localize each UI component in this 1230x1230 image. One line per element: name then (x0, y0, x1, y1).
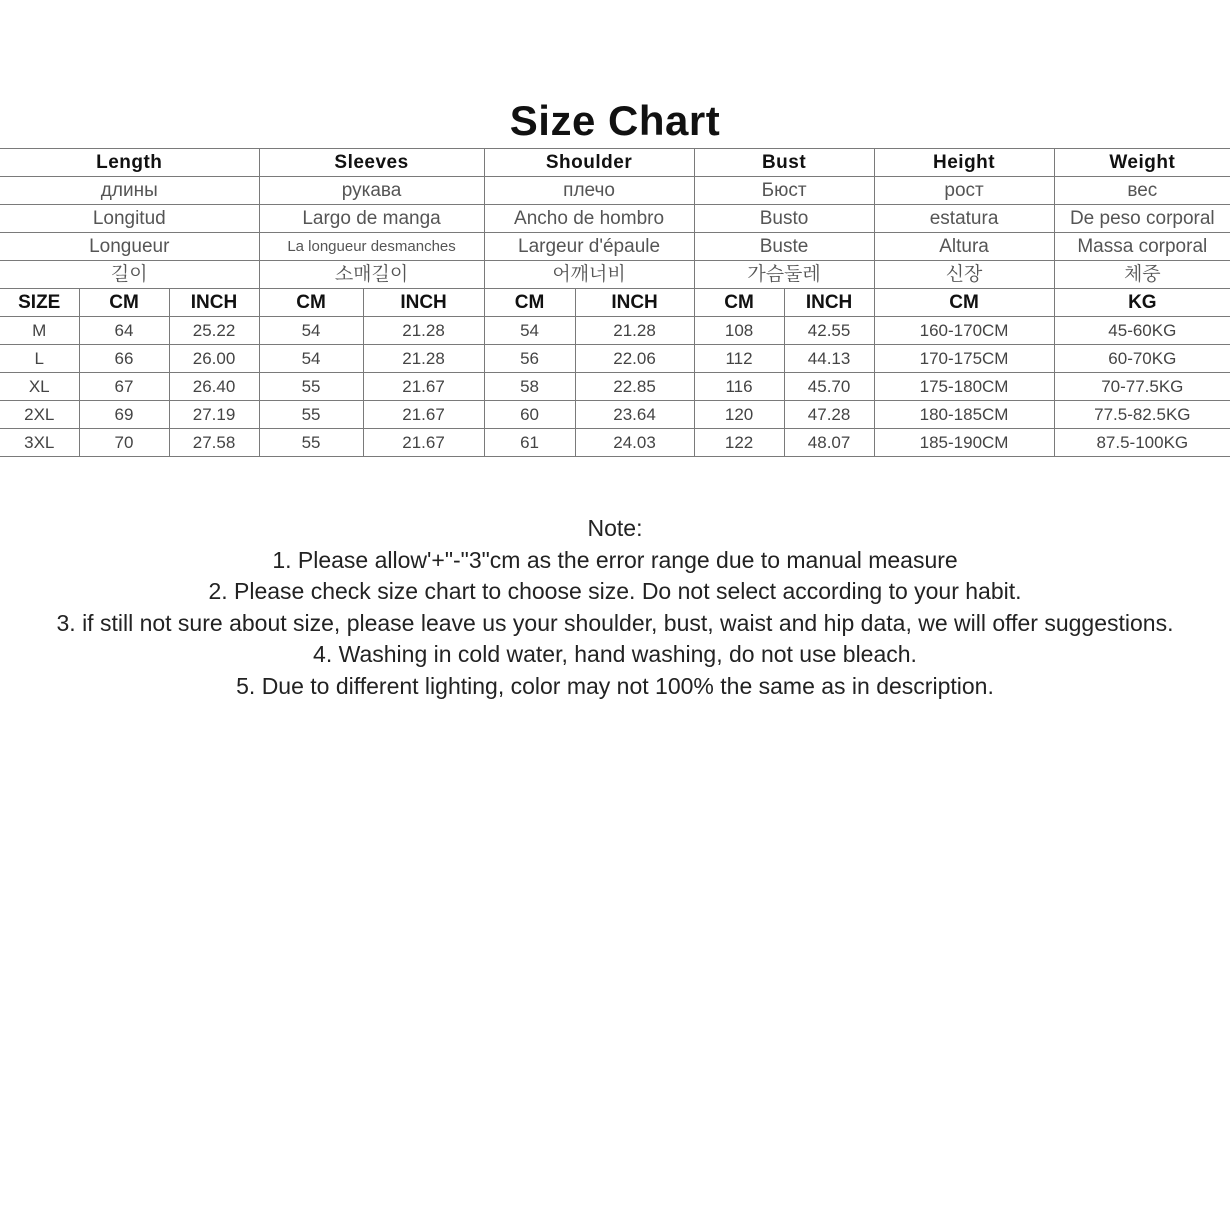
table-cell: 21.67 (363, 373, 484, 401)
units-row (0, 289, 1230, 317)
table-row (0, 401, 1230, 429)
table-cell: 77.5-82.5KG (1054, 401, 1230, 429)
table-cell: 26.40 (169, 373, 259, 401)
unit-size: SIZE (0, 289, 79, 317)
header-height-ko: 신장 (874, 261, 1054, 289)
table-cell: 66 (79, 345, 169, 373)
table-cell: 3XL (0, 429, 79, 457)
header-weight-ko: 체중 (1054, 261, 1230, 289)
size-chart-table (0, 148, 1230, 457)
unit-sleeves-inch: INCH (363, 289, 484, 317)
table-cell: L (0, 345, 79, 373)
table-cell: 45.70 (784, 373, 874, 401)
header-shoulder-es: Ancho de hombro (484, 205, 694, 233)
notes-section (0, 513, 1230, 702)
table-cell: 60 (484, 401, 575, 429)
table-cell: 26.00 (169, 345, 259, 373)
unit-shoulder-cm: CM (484, 289, 575, 317)
table-cell: 2XL (0, 401, 79, 429)
table-cell: 44.13 (784, 345, 874, 373)
header-length-es: Longitud (0, 205, 259, 233)
table-cell: 180-185CM (874, 401, 1054, 429)
table-cell: 42.55 (784, 317, 874, 345)
table-cell: 21.28 (363, 317, 484, 345)
table-row (0, 373, 1230, 401)
table-cell: XL (0, 373, 79, 401)
table-cell: 27.58 (169, 429, 259, 457)
unit-length-inch: INCH (169, 289, 259, 317)
unit-length-cm: CM (79, 289, 169, 317)
table-cell: 61 (484, 429, 575, 457)
header-weight: Weight (1054, 149, 1230, 177)
note-item: 3. if still not sure about size, please leave us your shoulder, bust, waist and hip data, we will offer suggestions. (56, 609, 1174, 636)
table-cell: 60-70KG (1054, 345, 1230, 373)
page-title: Size Chart (509, 97, 721, 144)
header-shoulder-ru: плечо (484, 177, 694, 205)
header-sleeves-ru: рукава (259, 177, 484, 205)
table-cell: 21.28 (575, 317, 694, 345)
header-sleeves-es: Largo de manga (259, 205, 484, 233)
unit-bust-inch: INCH (784, 289, 874, 317)
header-weight-ru: вес (1054, 177, 1230, 205)
table-cell: 22.85 (575, 373, 694, 401)
table-cell: 48.07 (784, 429, 874, 457)
table-cell: 70 (79, 429, 169, 457)
table-cell: 87.5-100KG (1054, 429, 1230, 457)
note-item: 2. Please check size chart to choose size. Do not select according to your habit. (208, 578, 1022, 604)
table-cell: 160-170CM (874, 317, 1054, 345)
header-height: Height (874, 149, 1054, 177)
table-cell: 45-60KG (1054, 317, 1230, 345)
header-bust-ru: Бюст (694, 177, 874, 205)
table-cell: 116 (694, 373, 784, 401)
table-cell: 175-180CM (874, 373, 1054, 401)
table-cell: 58 (484, 373, 575, 401)
table-cell: 55 (259, 373, 363, 401)
header-row-russian (0, 177, 1230, 205)
table-cell: 22.06 (575, 345, 694, 373)
table-row (0, 429, 1230, 457)
table-cell: 108 (694, 317, 784, 345)
header-row-korean (0, 261, 1230, 289)
table-cell: 122 (694, 429, 784, 457)
notes-heading: Note: (587, 515, 643, 541)
header-height-es: estatura (874, 205, 1054, 233)
table-cell: 23.64 (575, 401, 694, 429)
table-cell: 55 (259, 401, 363, 429)
unit-shoulder-inch: INCH (575, 289, 694, 317)
table-cell: 55 (259, 429, 363, 457)
table-row (0, 317, 1230, 345)
header-bust-fr: Buste (694, 233, 874, 261)
table-cell: 64 (79, 317, 169, 345)
header-length-ko: 길이 (0, 261, 259, 289)
table-cell: 54 (484, 317, 575, 345)
header-row-spanish (0, 205, 1230, 233)
unit-sleeves-cm: CM (259, 289, 363, 317)
table-cell: 185-190CM (874, 429, 1054, 457)
header-height-fr: Altura (874, 233, 1054, 261)
unit-weight-kg: KG (1054, 289, 1230, 317)
note-item: 1. Please allow'+"-"3"cm as the error range due to manual measure (272, 546, 958, 573)
unit-bust-cm: CM (694, 289, 784, 317)
table-cell: 21.67 (363, 401, 484, 429)
header-length: Length (0, 149, 259, 177)
table-cell: 54 (259, 317, 363, 345)
table-cell: 120 (694, 401, 784, 429)
header-row-french (0, 233, 1230, 261)
table-cell: 112 (694, 345, 784, 373)
header-shoulder: Shoulder (484, 149, 694, 177)
table-cell: 21.67 (363, 429, 484, 457)
table-cell: 21.28 (363, 345, 484, 373)
table-cell: 47.28 (784, 401, 874, 429)
header-weight-fr: Massa corporal (1054, 233, 1230, 261)
note-item: 4. Washing in cold water, hand washing, do not use bleach. (313, 641, 917, 667)
table-cell: 54 (259, 345, 363, 373)
header-length-fr: Longueur (0, 233, 259, 261)
table-cell: 70-77.5KG (1054, 373, 1230, 401)
table-cell: 27.19 (169, 401, 259, 429)
header-height-ru: рост (874, 177, 1054, 205)
header-bust-ko: 가슴둘레 (694, 261, 874, 289)
table-cell: 170-175CM (874, 345, 1054, 373)
header-bust-es: Busto (694, 205, 874, 233)
table-row (0, 345, 1230, 373)
header-shoulder-ko: 어깨너비 (484, 261, 694, 289)
table-cell: 24.03 (575, 429, 694, 457)
header-length-ru: длины (0, 177, 259, 205)
header-row-english (0, 149, 1230, 177)
table-cell: 56 (484, 345, 575, 373)
note-item: 5. Due to different lighting, color may not 100% the same as in description. (236, 672, 994, 699)
table-cell: 69 (79, 401, 169, 429)
unit-height-cm: CM (874, 289, 1054, 317)
table-cell: 67 (79, 373, 169, 401)
table-cell: M (0, 317, 79, 345)
header-shoulder-fr: Largeur d'épaule (484, 233, 694, 261)
header-sleeves: Sleeves (259, 149, 484, 177)
header-sleeves-ko: 소매길이 (259, 261, 484, 289)
table-cell: 25.22 (169, 317, 259, 345)
header-weight-es: De peso corporal (1054, 205, 1230, 233)
header-sleeves-fr: La longueur desmanches (259, 233, 484, 261)
header-bust: Bust (694, 149, 874, 177)
